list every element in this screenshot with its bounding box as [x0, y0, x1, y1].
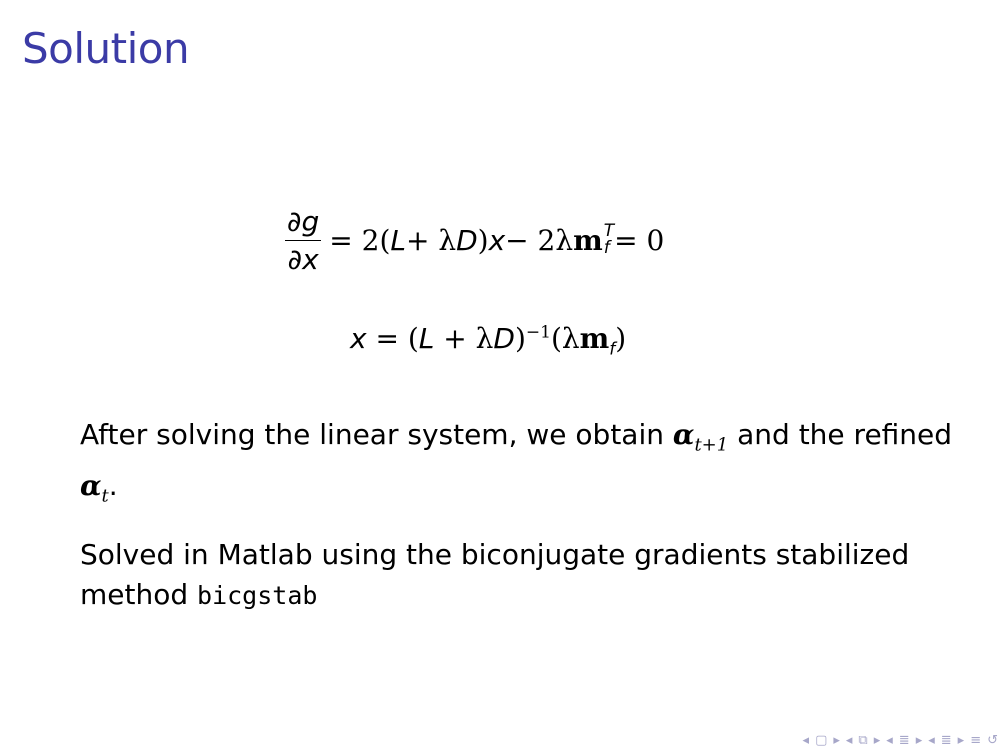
eq2-L: L [418, 322, 435, 355]
nav-next-slide-icon[interactable]: ▸ [833, 733, 840, 748]
eq1-sub-f: f [603, 238, 610, 258]
eq2-sup-inverse: −1 [525, 322, 551, 343]
alpha-symbol-2: α [80, 468, 102, 502]
p2-text-1: Solved in Matlab using the biconjugate gradients stabilized method [80, 538, 910, 611]
fraction-bar [285, 240, 321, 241]
eq1-L: L [390, 223, 406, 257]
beamer-navigation-bar [803, 733, 998, 748]
nav-subsection-icon[interactable]: ≣ [898, 733, 910, 748]
eq1-equals-zero: = 0 [614, 223, 665, 257]
eq1-plus: + λ [405, 223, 457, 257]
nav-section-icon[interactable]: ≣ [940, 733, 952, 748]
equation-solution [350, 322, 626, 360]
p1-text-1: After solving the linear system, we obtain [80, 418, 673, 451]
eq1-rhs-open: = 2( [329, 223, 391, 257]
alpha-symbol-1: α [672, 418, 695, 451]
nav-search-back-icon[interactable]: ↺ [987, 733, 998, 748]
fraction-numerator: ∂g [287, 204, 320, 238]
eq1-close: ) [477, 223, 489, 257]
eq1-sup-T: T [603, 221, 615, 241]
fraction-denominator: ∂x [287, 242, 319, 276]
eq2-sub-f: f [609, 339, 616, 360]
eq2-open2: (λ [550, 322, 580, 355]
eq2-plus: + λ [434, 322, 494, 355]
nav-next-subsection-icon[interactable]: ▸ [915, 733, 923, 748]
eq1-m: m [573, 223, 603, 257]
eq2-D: D [493, 322, 515, 355]
equation-gradient [285, 200, 664, 280]
nav-prev-section-icon[interactable]: ◂ [928, 733, 935, 748]
eq2-close2: ) [615, 322, 627, 355]
eq2-close: ) [514, 322, 526, 355]
nav-appendix-icon[interactable]: ≡ [970, 733, 982, 748]
nav-prev-frame-icon[interactable]: ◂ [845, 733, 853, 748]
paragraph-linear-system [80, 415, 960, 516]
partial-fraction [285, 205, 321, 276]
nav-prev-subsection-icon[interactable]: ◂ [886, 733, 893, 748]
nav-next-frame-icon[interactable]: ▸ [873, 733, 881, 748]
nav-next-section-icon[interactable]: ▸ [957, 733, 965, 748]
alpha-sub-t: t [101, 485, 109, 507]
eq1-minus: − 2λ [505, 223, 574, 257]
eq2-x: x [350, 322, 367, 355]
nav-prev-slide-icon[interactable]: ◂ [802, 733, 810, 748]
slide-title: Solution [22, 24, 190, 73]
eq2-eq-open: = ( [366, 322, 419, 355]
code-bicgstab: bicgstab [197, 581, 318, 610]
eq1-D: D [456, 223, 478, 257]
nav-slide-icon[interactable]: ▢ [815, 733, 828, 748]
eq2-m: m [579, 322, 610, 355]
alpha-sub-t-plus-1: t+1 [694, 434, 729, 456]
eq1-subsup [604, 223, 614, 257]
eq1-x: x [488, 223, 506, 257]
p1-text-2: and the refined [728, 418, 953, 451]
nav-frame-icon[interactable]: ⧉ [858, 733, 868, 748]
paragraph-matlab [80, 535, 960, 616]
p1-text-3: . [108, 468, 118, 502]
